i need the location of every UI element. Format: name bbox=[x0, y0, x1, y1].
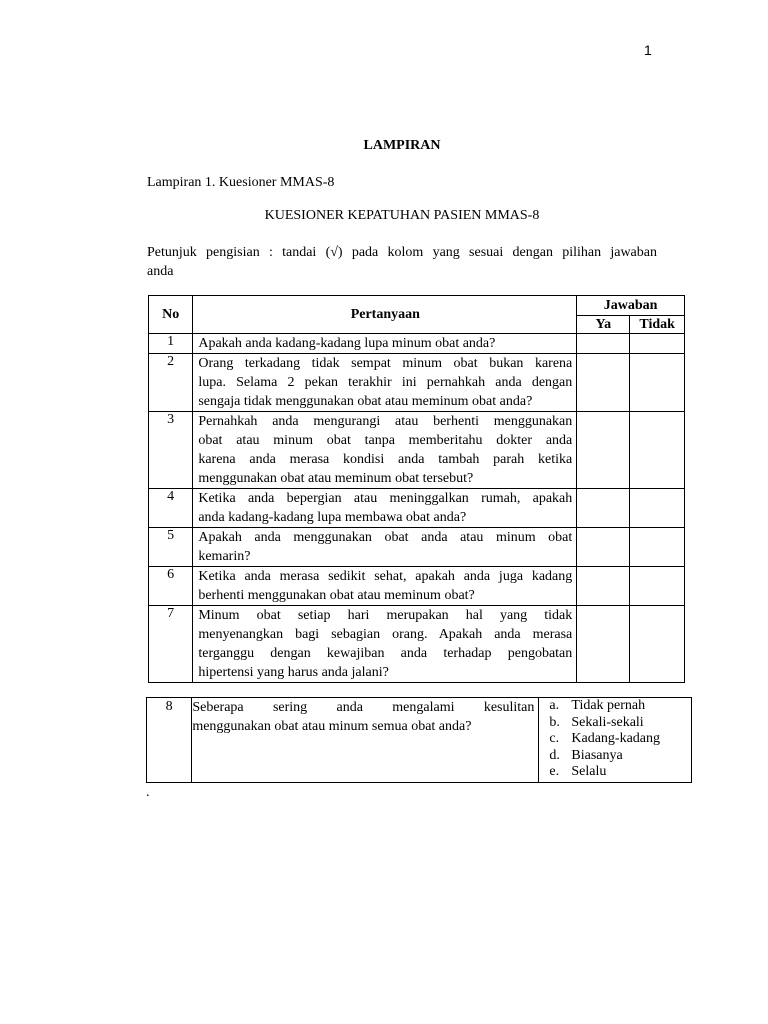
answer-yes-cell[interactable] bbox=[577, 606, 630, 683]
question-number: 5 bbox=[149, 528, 193, 567]
table-row bbox=[149, 354, 685, 412]
header-yes: Ya bbox=[577, 316, 630, 334]
table-row bbox=[149, 606, 685, 683]
option-kadang-kadang[interactable]: c. Kadang-kadang bbox=[549, 731, 661, 746]
table-row bbox=[149, 489, 685, 528]
question-8-line: menggunakan obat atau minum semua obat anda? bbox=[192, 719, 472, 734]
question-line: menyenangkan bagi sebagian orang. Apakah anda merasa bbox=[198, 627, 573, 642]
question-line: karena anda merasa kondisi anda tambah parah ketika bbox=[198, 452, 573, 467]
question-line: lupa. Selama 2 pekan terakhir ini pernahkah anda dengan bbox=[198, 375, 573, 390]
question-8-line: Seberapa sering anda mengalami kesulitan bbox=[192, 700, 535, 715]
question-8-number: 8 bbox=[147, 698, 192, 783]
header-no-answer: Tidak bbox=[630, 316, 685, 334]
answer-no-cell[interactable] bbox=[630, 334, 685, 354]
trailing-mark: . bbox=[146, 785, 150, 800]
question-text bbox=[193, 567, 577, 606]
question-line: berhenti menggunakan obat atau meminum obat? bbox=[198, 588, 475, 603]
header-no: No bbox=[149, 296, 193, 334]
question-line: menggunakan obat atau meminum obat tersebut? bbox=[198, 471, 474, 486]
answer-yes-cell[interactable] bbox=[577, 354, 630, 412]
question-text bbox=[193, 489, 577, 528]
table-row bbox=[149, 528, 685, 567]
page-heading: LAMPIRAN bbox=[363, 138, 441, 153]
question-number: 2 bbox=[149, 354, 193, 412]
question-8-options bbox=[539, 698, 692, 783]
answer-no-cell[interactable] bbox=[630, 489, 685, 528]
option-biasanya[interactable]: d. Biasanya bbox=[549, 747, 623, 763]
instruction-line: Petunjuk pengisian : tandai (√) pada kolom yang sesuai dengan pilihan jawaban bbox=[147, 245, 657, 260]
instruction-text bbox=[147, 243, 657, 281]
question-8-text bbox=[192, 698, 539, 783]
question-number: 4 bbox=[149, 489, 193, 528]
question-line: kemarin? bbox=[198, 549, 251, 564]
table-row bbox=[149, 567, 685, 606]
question-line: sengaja tidak menggunakan obat atau meminum obat anda? bbox=[198, 394, 533, 409]
question-line: Minum obat setiap hari merupakan hal yang tidak bbox=[198, 608, 573, 623]
answer-yes-cell[interactable] bbox=[577, 489, 630, 528]
question-line: Apakah anda menggunakan obat anda atau minum obat bbox=[198, 530, 573, 545]
question-number: 3 bbox=[149, 412, 193, 489]
answer-no-cell[interactable] bbox=[630, 606, 685, 683]
question-line: obat atau minum obat tanpa memberitahu dokter anda bbox=[198, 433, 573, 448]
question-line: anda kadang-kadang lupa membawa obat anda? bbox=[198, 510, 467, 525]
question-line: Ketika anda merasa sedikit sehat, apakah anda juga kadang bbox=[198, 569, 573, 584]
header-answer: Jawaban bbox=[577, 296, 685, 316]
page-number: 1 bbox=[644, 42, 652, 58]
option-sekali-sekali[interactable]: b. Sekali-sekali bbox=[549, 714, 644, 730]
questionnaire-table bbox=[148, 295, 685, 683]
header-question: Pertanyaan bbox=[193, 296, 577, 334]
option-selalu[interactable]: e. Selalu bbox=[549, 764, 607, 779]
answer-no-cell[interactable] bbox=[630, 412, 685, 489]
answer-yes-cell[interactable] bbox=[577, 528, 630, 567]
question-line: Apakah anda kadang-kadang lupa minum obat anda? bbox=[198, 336, 496, 351]
question-line: hipertensi yang harus anda jalani? bbox=[198, 665, 389, 680]
question-text bbox=[193, 412, 577, 489]
instruction-line: anda bbox=[147, 264, 174, 279]
table-row bbox=[149, 412, 685, 489]
question-line: Orang terkadang tidak sempat minum obat bukan karena bbox=[198, 356, 573, 371]
question-8-table bbox=[146, 697, 692, 783]
question-line: Ketika anda bepergian atau meninggalkan rumah, apakah bbox=[198, 491, 573, 506]
answer-yes-cell[interactable] bbox=[577, 412, 630, 489]
question-text bbox=[193, 354, 577, 412]
attachment-label: Lampiran 1. Kuesioner MMAS-8 bbox=[147, 175, 335, 190]
question-number: 7 bbox=[149, 606, 193, 683]
table-row bbox=[149, 334, 685, 354]
answer-no-cell[interactable] bbox=[630, 528, 685, 567]
questionnaire-title: KUESIONER KEPATUHAN PASIEN MMAS-8 bbox=[264, 208, 540, 223]
question-text bbox=[193, 528, 577, 567]
option-tidak-pernah[interactable]: a. Tidak pernah bbox=[549, 698, 646, 713]
question-text bbox=[193, 334, 577, 354]
answer-yes-cell[interactable] bbox=[577, 334, 630, 354]
question-line: terganggu dengan kewajiban anda terhadap pengobatan bbox=[198, 646, 573, 661]
question-number: 1 bbox=[149, 334, 193, 354]
answer-no-cell[interactable] bbox=[630, 567, 685, 606]
answer-yes-cell[interactable] bbox=[577, 567, 630, 606]
answer-no-cell[interactable] bbox=[630, 354, 685, 412]
question-number: 6 bbox=[149, 567, 193, 606]
question-line: Pernahkah anda mengurangi atau berhenti menggunakan bbox=[198, 414, 573, 429]
question-text bbox=[193, 606, 577, 683]
